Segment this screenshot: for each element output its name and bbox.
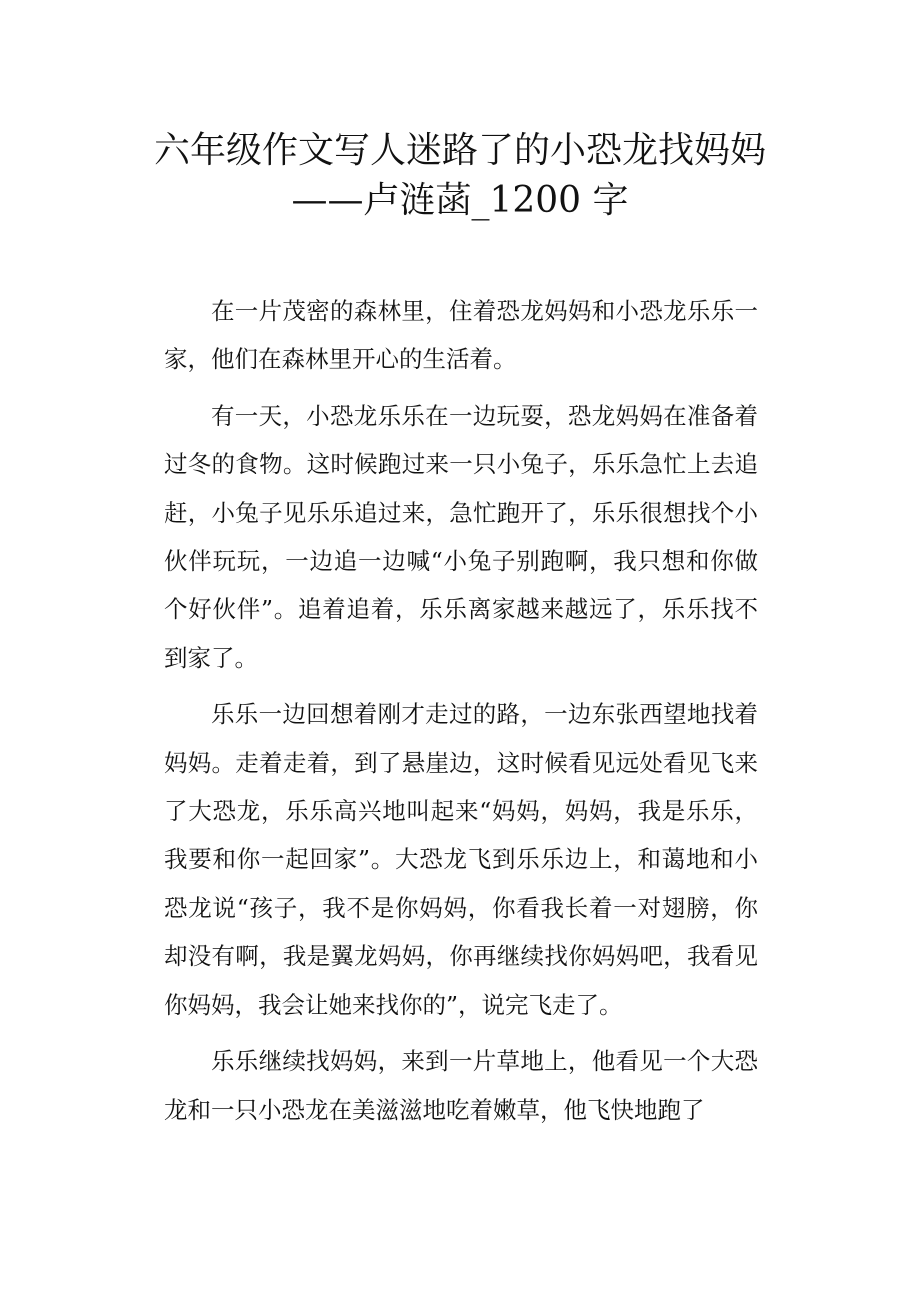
paragraph-4: 乐乐继续找妈妈，来到一片草地上，他看见一个大恐龙和一只小恐龙在美滋滋地吃着嫩草，他飞快地跑了 xyxy=(164,1047,758,1124)
paragraph-2: 有一天，小恐龙乐乐在一边玩耍，恐龙妈妈在准备着过冬的食物。这时候跑过来一只小兔子，乐乐急忙上去追赶，小兔子见乐乐追过来，急忙跑开了，乐乐很想找个小伙伴玩玩，一边追一边喊“小兔子别跑啊，我只想和你做个好伙伴”。追着追着，乐乐离家越来越远了，乐乐找不到家了。 xyxy=(164,401,758,672)
title-line-2: ——卢涟菡_1200 字 xyxy=(291,180,629,221)
page-title xyxy=(150,126,770,226)
title-line-1: 六年级作文写人迷路了的小恐龙找妈妈 xyxy=(153,130,766,171)
paragraph-1: 在一片茂密的森林里，住着恐龙妈妈和小恐龙乐乐一家，他们在森林里开心的生活着。 xyxy=(164,297,758,374)
paragraph-3: 乐乐一边回想着刚才走过的路，一边东张西望地找着妈妈。走着走着，到了悬崖边，这时候看见远处看见飞来了大恐龙，乐乐高兴地叫起来“妈妈，妈妈，我是乐乐，我要和你一起回家”。大恐龙飞到乐乐边上，和蔼地和小恐龙说“孩子，我不是你妈妈，你看我长着一对翅膀，你却没有啊，我是翼龙妈妈，你再继续找你妈妈吧，我看见你妈妈，我会让她来找你的”，说完飞走了。 xyxy=(164,700,758,1019)
article-body xyxy=(164,287,758,1134)
